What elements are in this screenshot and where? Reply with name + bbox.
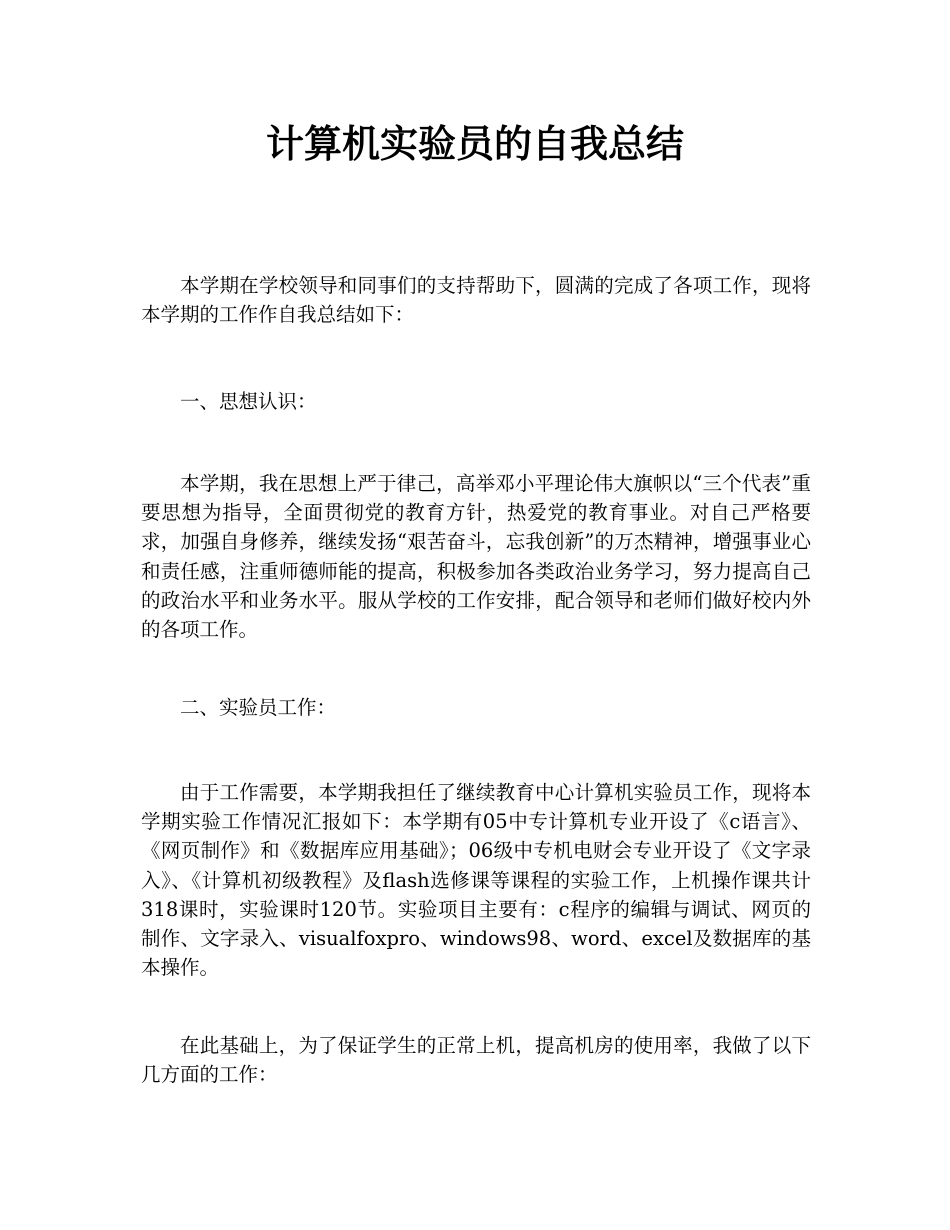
section-2-followup-paragraph: 在此基础上，为了保证学生的正常上机，提高机房的使用率，我做了以下几方面的工作： [141, 1034, 811, 1087]
section-heading-2: 二、实验员工作： [180, 696, 337, 719]
section-1-paragraph: 本学期，我在思想上严于律己，高举邓小平理论伟大旗帜以“三个代表”重要思想为指导，全面贯彻党的教育方针，热爱党的教育事业。对自己严格要求，加强自身修养，继续发扬“艰苦奋斗，忘我创新”的万杰精神，增强事业心和责任感，注重师德师能的提高，积极参加各类政治业务学习，努力提高自己的政治水平和业务水平。服从学校的工作安排，配合领导和老师们做好校内外的各项工作。 [141, 472, 811, 642]
intro-paragraph: 本学期在学校领导和同事们的支持帮助下，圆满的完成了各项工作，现将本学期的工作作自我总结如下： [141, 274, 811, 327]
section-2-paragraph: 由于工作需要，本学期我担任了继续教育中心计算机实验员工作，现将本学期实验工作情况汇报如下：本学期有05中专计算机专业开设了《c语言》、《网页制作》和《数据库应用基础》；06级中专机电财会专业开设了《文字录入》、《计算机初级教程》及flash选修课等课程的实验工作，上机操作课共计318课时，实验课时120节。实验项目主要有：c程序的编辑与调试、网页的制作、文字录入、visualfoxpro、windows98、word、excel及数据库的基本操作。 [141, 781, 811, 980]
document-title: 计算机实验员的自我总结 [265, 122, 684, 166]
section-heading-1: 一、思想认识： [180, 390, 317, 413]
